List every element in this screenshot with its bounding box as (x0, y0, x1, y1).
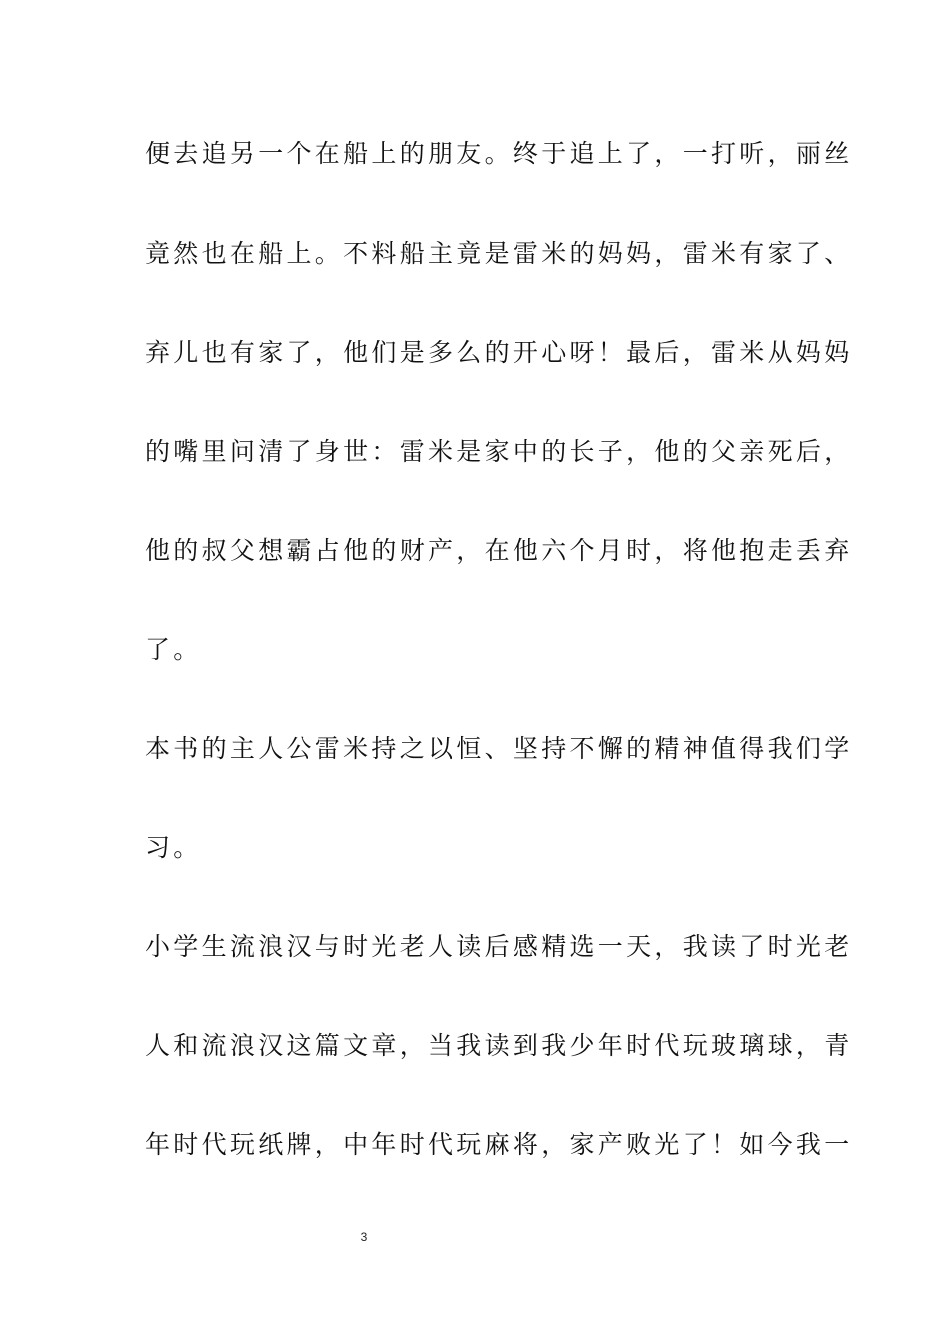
text-line: 习。 (145, 833, 202, 862)
text-line: 他的叔父想霸占他的财产，在他六个月时，将他抱走丢弃 (145, 536, 853, 565)
text-line: 了。 (145, 635, 202, 664)
text-line: 便去追另一个在船上的朋友。终于追上了，一打听，丽丝 (145, 139, 853, 168)
text-line: 小学生流浪汉与时光老人读后感精选一天，我读了时光老 (145, 932, 853, 961)
page-number: 3 (360, 1230, 368, 1244)
text-line: 弃儿也有家了，他们是多么的开心呀！最后，雷米从妈妈 (145, 338, 853, 367)
text-line: 竟然也在船上。不料船主竟是雷米的妈妈，雷米有家了、 (145, 239, 853, 268)
text-line: 年时代玩纸牌，中年时代玩麻将，家产败光了！如今我一 (145, 1130, 853, 1159)
text-line: 人和流浪汉这篇文章，当我读到我少年时代玩玻璃球，青 (145, 1031, 853, 1060)
text-line: 本书的主人公雷米持之以恒、坚持不懈的精神值得我们学 (145, 734, 853, 763)
text-line: 的嘴里问清了身世：雷米是家中的长子，他的父亲死后， (145, 437, 853, 466)
